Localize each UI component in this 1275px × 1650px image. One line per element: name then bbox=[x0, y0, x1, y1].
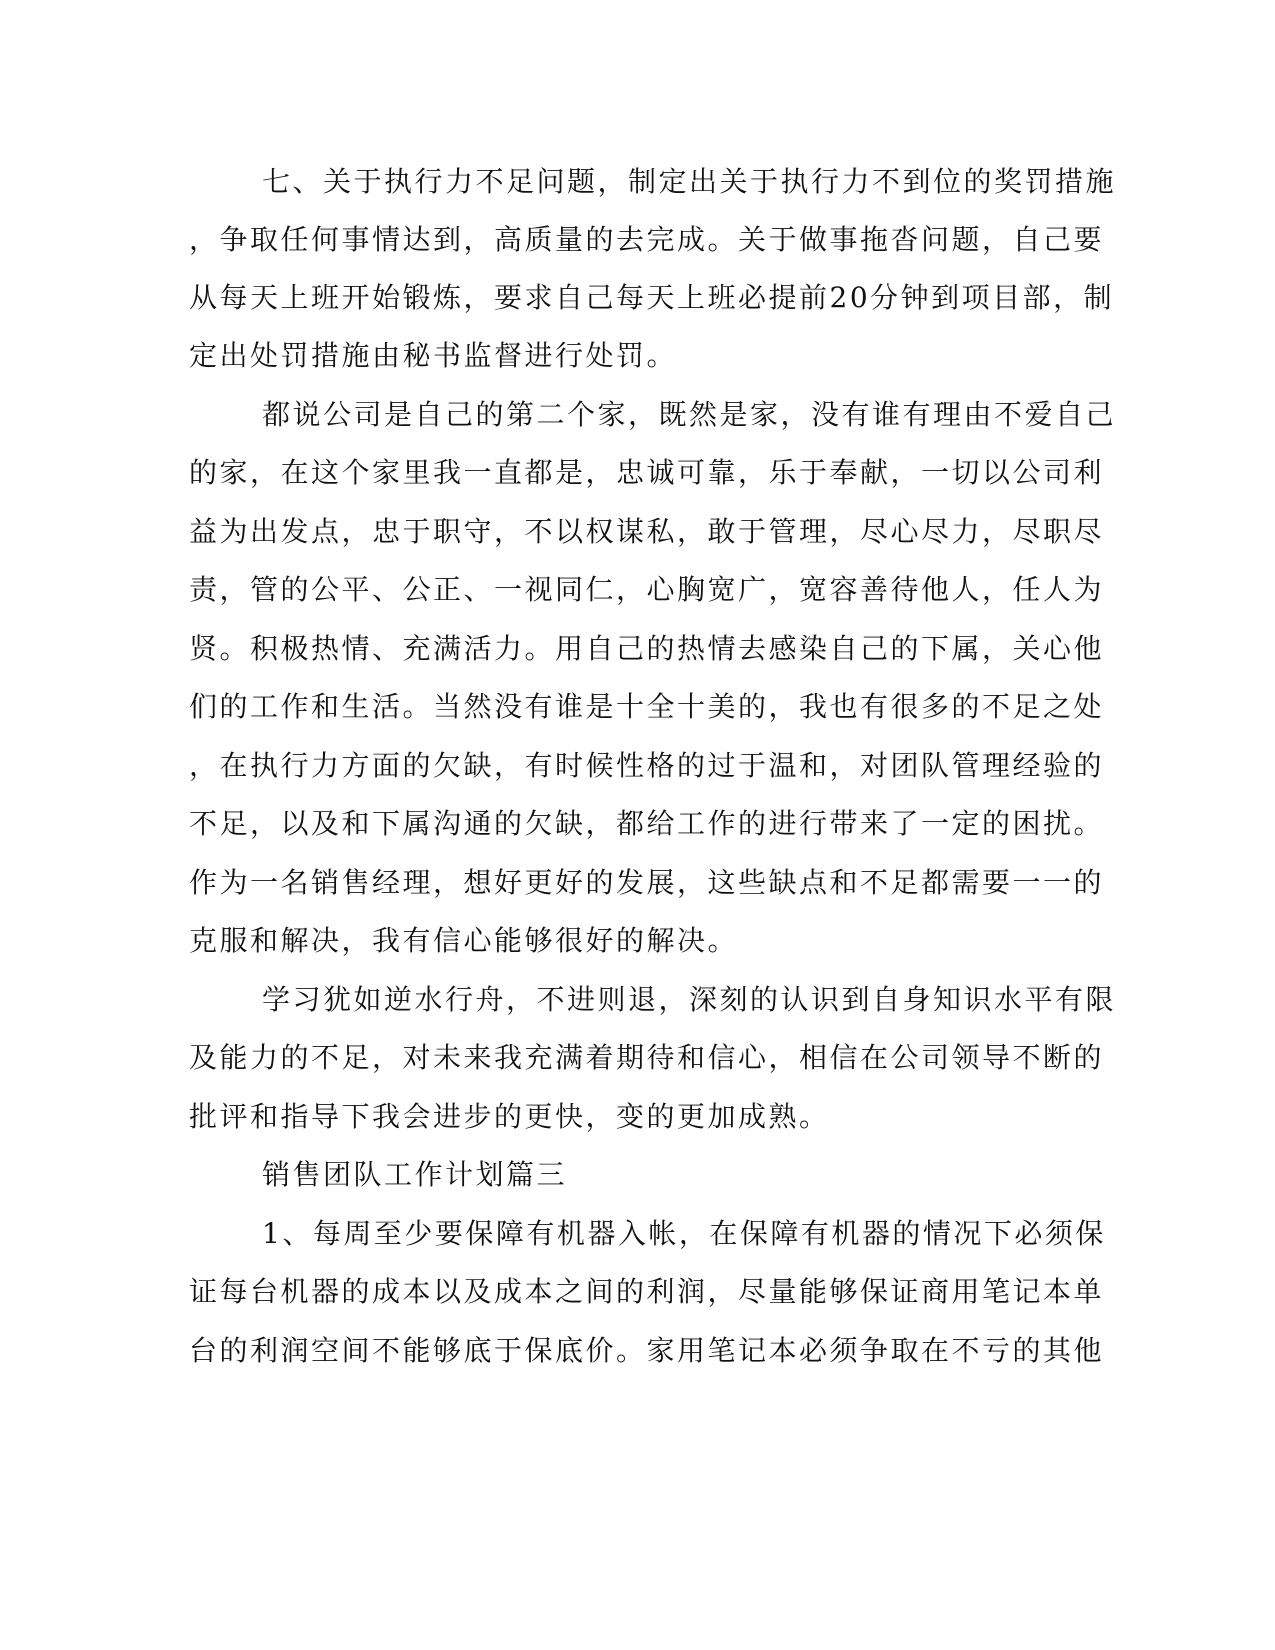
text-line: 克服和解决，我有信心能够很好的解决。 bbox=[189, 924, 739, 957]
text-line: 及能力的不足，对未来我充满着期待和信心，相信在公司领导不断的 bbox=[189, 1041, 1105, 1074]
text-line: 从每天上班开始锻炼，要求自己每天上班必提前20分钟到项目部，制 bbox=[189, 281, 1115, 314]
text-line: 贤。积极热情、充满活力。用自己的热情去感染自己的下属，关心他 bbox=[189, 632, 1105, 665]
text-line: 责，管的公平、公正、一视同仁，心胸宽广，宽容善待他人，任人为 bbox=[189, 573, 1105, 606]
text-line: 学习犹如逆水行舟，不进则退，深刻的认识到自身知识水平有限 bbox=[262, 983, 1117, 1016]
text-line: 批评和指导下我会进步的更快，变的更加成熟。 bbox=[189, 1100, 830, 1133]
text-line: 1、每周至少要保障有机器入帐，在保障有机器的情况下必须保 bbox=[262, 1217, 1106, 1250]
text-line: 都说公司是自己的第二个家，既然是家，没有谁有理由不爱自己 bbox=[262, 398, 1117, 431]
text-line: 益为出发点，忠于职守，不以权谋私，敢于管理，尽心尽力，尽职尽 bbox=[189, 515, 1105, 548]
text-line: 作为一名销售经理，想好更好的发展，这些缺点和不足都需要一一的 bbox=[189, 866, 1105, 899]
section-heading: 销售团队工作计划篇三 bbox=[262, 1158, 568, 1191]
text-line: 台的利润空间不能够底于保底价。家用笔记本必须争取在不亏的其他 bbox=[189, 1334, 1105, 1367]
text-line: 不足，以及和下属沟通的欠缺，都给工作的进行带来了一定的困扰。 bbox=[189, 807, 1105, 840]
text-line: 定出处罚措施由秘书监督进行处罚。 bbox=[189, 339, 678, 372]
text-line: 七、关于执行力不足问题，制定出关于执行力不到位的奖罚措施 bbox=[262, 165, 1117, 198]
text-line: ，争取任何事情达到，高质量的去完成。关于做事拖沓问题，自己要 bbox=[189, 223, 1105, 256]
text-line: 的家，在这个家里我一直都是，忠诚可靠，乐于奉献，一切以公司利 bbox=[189, 456, 1105, 489]
text-line: 们的工作和生活。当然没有谁是十全十美的，我也有很多的不足之处 bbox=[189, 690, 1105, 723]
text-line: ，在执行力方面的欠缺，有时候性格的过于温和，对团队管理经验的 bbox=[189, 749, 1105, 782]
text-line: 证每台机器的成本以及成本之间的利润，尽量能够保证商用笔记本单 bbox=[189, 1275, 1105, 1308]
